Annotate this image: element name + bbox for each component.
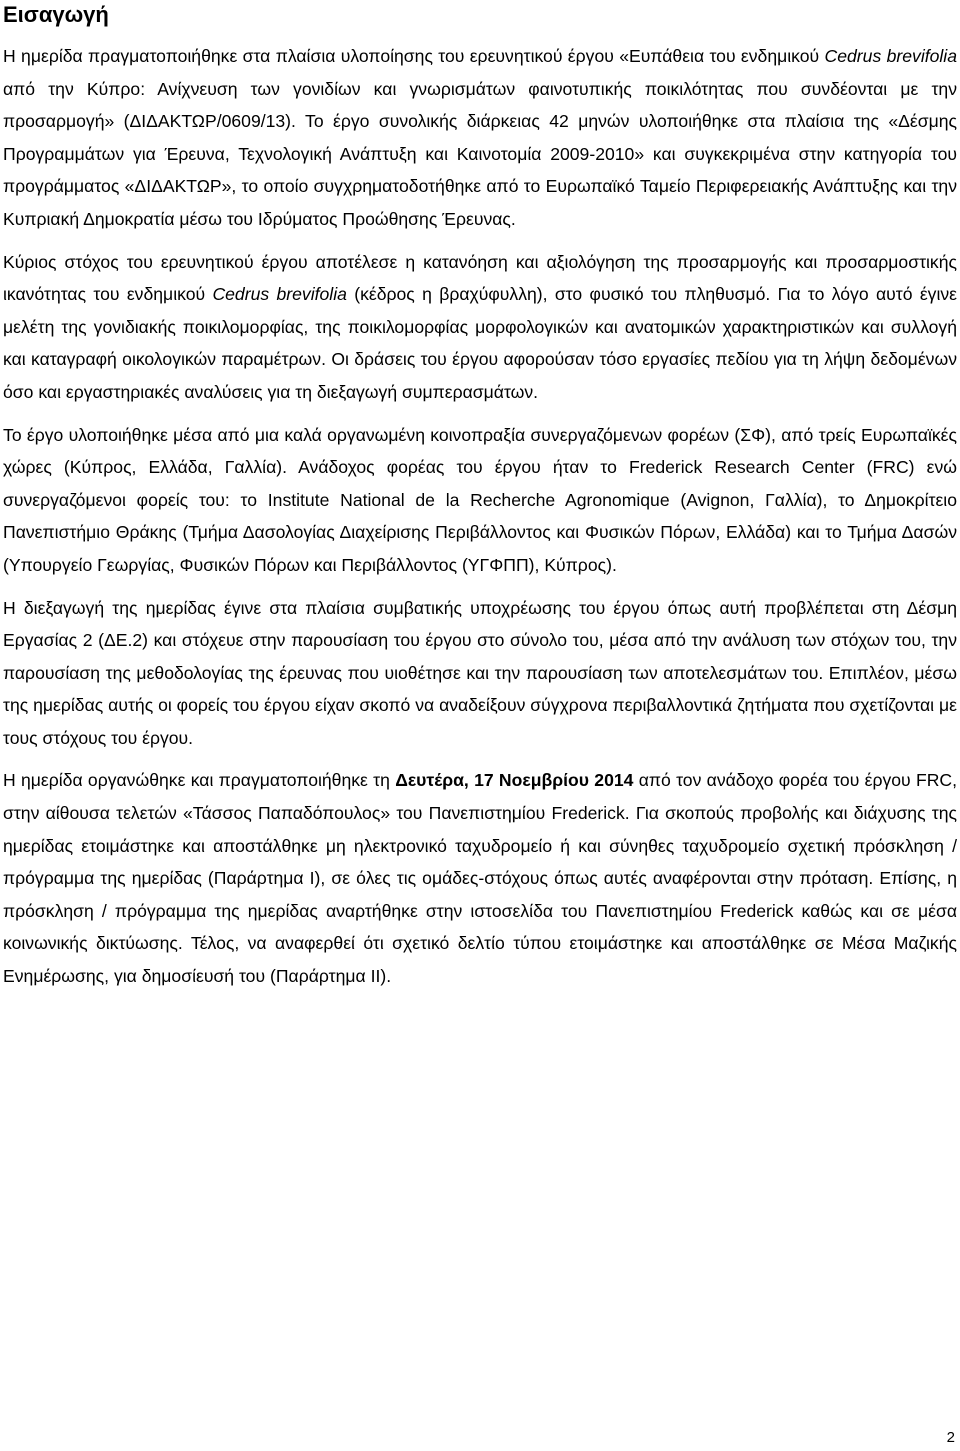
species-name: Cedrus brevifolia (212, 284, 347, 305)
paragraph-text: Η ημερίδα οργανώθηκε και πραγματοποιήθηκε τη (3, 770, 396, 791)
species-name: Cedrus brevifolia (824, 46, 958, 66)
document-body (3, 40, 957, 1003)
paragraph-project-background (3, 40, 957, 236)
paragraph-text: από την Κύπρο: Ανίχνευση των γονιδίων και γνωρισμάτων φαινοτυπικής ποικιλότητας που συνδέονται με την προσαρμογή» (ΔΙΔΑΚΤΩΡ/0609/13). Το έργο συνολικής διάρκειας 42 μηνών υλοποιήθηκε στα πλαίσια της «Δέσμης Προγραμμάτων για Έρευνα, Τεχνολογική Ανάπτυξη και Καινοτομία 2009-2010» και συγκεκριμένα στην κατηγορία του προγράμματος «ΔΙΔΑΚΤΩΡ», το οποίο συγχρηματοδοτήθηκε από το Ευρωπαϊκό Ταμείο Περιφερειακής Ανάπτυξης και την Κυπριακή Δημοκρατία μέσω του Ιδρύματος Προώθησης Έρευνας. (3, 78, 957, 229)
paragraph-project-objective (3, 246, 957, 409)
paragraph-consortium: Το έργο υλοποιήθηκε μέσα από μια καλά οργανωμένη κοινοπραξία συνεργαζόμενων φορέων (ΣΦ), από τρείς Ευρωπαϊκές χώρες (Κύπρος, Ελλάδα, Γαλλία). Ανάδοχος φορέας του έργου ήταν το Frederick Research Center (FRC) ενώ συνεργαζόμενοι φορείς του: το Institute National de la Recherche Agronomique (Avignon, Γαλλία), το Δημοκρίτειο Πανεπιστήμιο Θράκης (Τμήμα Δασολογίας Διαχείρισης Περιβάλλοντος και Φυσικών Πόρων, Ελλάδα) και το Τμήμα Δασών (Υπουργείο Γεωργίας, Φυσικών Πόρων και Περιβάλλοντος (ΥΓΦΠΠ), Κύπρος). (3, 424, 957, 575)
event-date: Δευτέρα, 17 Νοεμβρίου 2014 (395, 770, 634, 791)
section-heading: Εισαγωγή (3, 2, 109, 27)
paragraph-text: (κέδρος η βραχύφυλλη), στο φυσικό του πληθυσμό. Για το λόγο αυτό έγινε μελέτη της γονιδιακής ποικιλομορφίας, της ποικιλομορφίας μορφολογικών και ανατομικών χαρακτηριστικών και συλλογή και καταγραφή οικολογικών παραμέτρων. Οι δράσεις του έργου αφορούσαν τόσο εργασίες πεδίου για τη λήψη δεδομένων όσο και εργαστηριακές αναλύσεις για τη διεξαγωγή συμπερασμάτων. (3, 284, 958, 402)
paragraph-text: Η ημερίδα πραγματοποιήθηκε στα πλαίσια υλοποίησης του ερευνητικού έργου «Ευπάθεια του ενδημικού (3, 46, 825, 66)
page-number: 2 (946, 1429, 955, 1446)
paragraph-event-organization (3, 764, 957, 992)
paragraph-event-purpose: Η διεξαγωγή της ημερίδας έγινε στα πλαίσια συμβατικής υποχρέωσης του έργου όπως αυτή προβλέπεται στη Δέσμη Εργασίας 2 (ΔΕ.2) και στόχευε στην παρουσίαση του έργου στο σύνολο του, μέσα από την ανάλυση των στόχων του, την παρουσίαση της μεθοδολογίας της έρευνας που υιοθέτησε και την παρουσίαση των αποτελεσμάτων του. Επιπλέον, μέσω της ημερίδας αυτής οι φορείς του έργου είχαν σκοπό να αναδείξουν σύγχρονα περιβαλλοντικά ζητήματα που σχετίζονται με τους στόχους του έργου. (3, 597, 957, 748)
paragraph-text: Κύριος στόχος του ερευνητικού έργου αποτέλεσε η κατανόηση και αξιολόγηση της προσαρμογής και προσαρμοστικής ικανότητας του ενδημικού (3, 251, 957, 305)
paragraph-text: από τον ανάδοχο φορέα του έργου FRC, στην αίθουσα τελετών «Τάσσος Παπαδόπουλος» του Πανεπιστημίου Frederick. Για σκοπούς προβολής και διάχυσης της ημερίδας ετοιμάστηκε και αποστάλθηκε μη ηλεκτρονικό ταχυδρομείο ή και σύνηθες ταχυδρομείο σχετική πρόσκληση / πρόγραμμα της ημερίδας (Παράρτημα Ι), σε όλες τις ομάδες-στόχους όπως αυτές αναφέρονται στην πρόταση. Επίσης, η πρόσκληση / πρόγραμμα της ημερίδας αναρτήθηκε στην ιστοσελίδα του Πανεπιστημίου Frederick καθώς και σε μέσα κοινωνικής δικτύωσης. Τέλος, να αναφερθεί ότι σχετικό δελτίο τύπου ετοιμάστηκε και αποστάλθηκε σε Μέσα Μαζικής Ενημέρωσης, για δημοσίευσή του (Παράρτημα ΙΙ). (3, 770, 957, 987)
